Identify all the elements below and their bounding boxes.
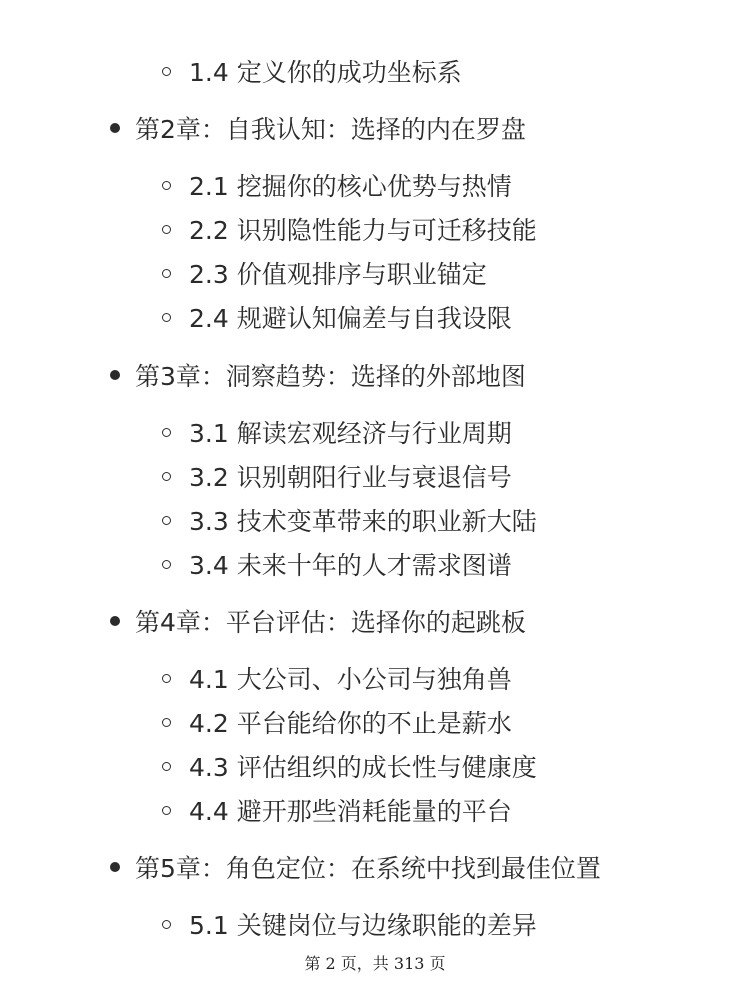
hollow-circle-bullet-icon xyxy=(162,67,171,76)
toc-item-text: 2.4 规避认知偏差与自我设限 xyxy=(189,304,512,333)
filled-disc-bullet-icon xyxy=(110,370,120,380)
toc-item-text: 第2章：自我认知：选择的内在罗盘 xyxy=(135,115,526,144)
toc-item-text: 4.3 评估组织的成长性与健康度 xyxy=(189,753,537,782)
hollow-circle-bullet-icon xyxy=(162,472,171,481)
filled-disc-bullet-icon xyxy=(110,123,120,133)
toc-item-text: 1.4 定义你的成功坐标系 xyxy=(189,58,462,87)
toc-item-text: 2.1 挖掘你的核心优势与热情 xyxy=(189,172,512,201)
page-number-footer: 第 2 页，共 313 页 xyxy=(304,954,446,973)
toc-item-text: 5.1 关键岗位与边缘职能的差异 xyxy=(189,911,537,940)
hollow-circle-bullet-icon xyxy=(162,516,171,525)
filled-disc-bullet-icon xyxy=(110,862,120,872)
toc-item-text: 4.1 大公司、小公司与独角兽 xyxy=(189,665,512,694)
toc-item-text: 3.1 解读宏观经济与行业周期 xyxy=(189,419,512,448)
hollow-circle-bullet-icon xyxy=(162,225,171,234)
hollow-circle-bullet-icon xyxy=(162,674,171,683)
filled-disc-bullet-icon xyxy=(110,616,120,626)
hollow-circle-bullet-icon xyxy=(162,762,171,771)
toc-item-text: 3.3 技术变革带来的职业新大陆 xyxy=(189,507,537,536)
toc-item-text: 4.2 平台能给你的不止是薪水 xyxy=(189,709,512,738)
hollow-circle-bullet-icon xyxy=(162,806,171,815)
toc-item-text: 2.2 识别隐性能力与可迁移技能 xyxy=(189,216,537,245)
hollow-circle-bullet-icon xyxy=(162,560,171,569)
hollow-circle-bullet-icon xyxy=(162,313,171,322)
hollow-circle-bullet-icon xyxy=(162,269,171,278)
hollow-circle-bullet-icon xyxy=(162,428,171,437)
toc-item-text: 2.3 价值观排序与职业锚定 xyxy=(189,260,487,289)
toc-item-text: 第5章：角色定位：在系统中找到最佳位置 xyxy=(135,854,601,883)
toc-item-text: 第4章：平台评估：选择你的起跳板 xyxy=(135,608,526,637)
toc-item-text: 第3章：洞察趋势：选择的外部地图 xyxy=(135,362,526,391)
toc-item-text: 3.2 识别朝阳行业与衰退信号 xyxy=(189,463,512,492)
hollow-circle-bullet-icon xyxy=(162,181,171,190)
hollow-circle-bullet-icon xyxy=(162,718,171,727)
toc-item-text: 4.4 避开那些消耗能量的平台 xyxy=(189,797,512,826)
hollow-circle-bullet-icon xyxy=(162,920,171,929)
toc-item-text: 3.4 未来十年的人才需求图谱 xyxy=(189,551,512,580)
